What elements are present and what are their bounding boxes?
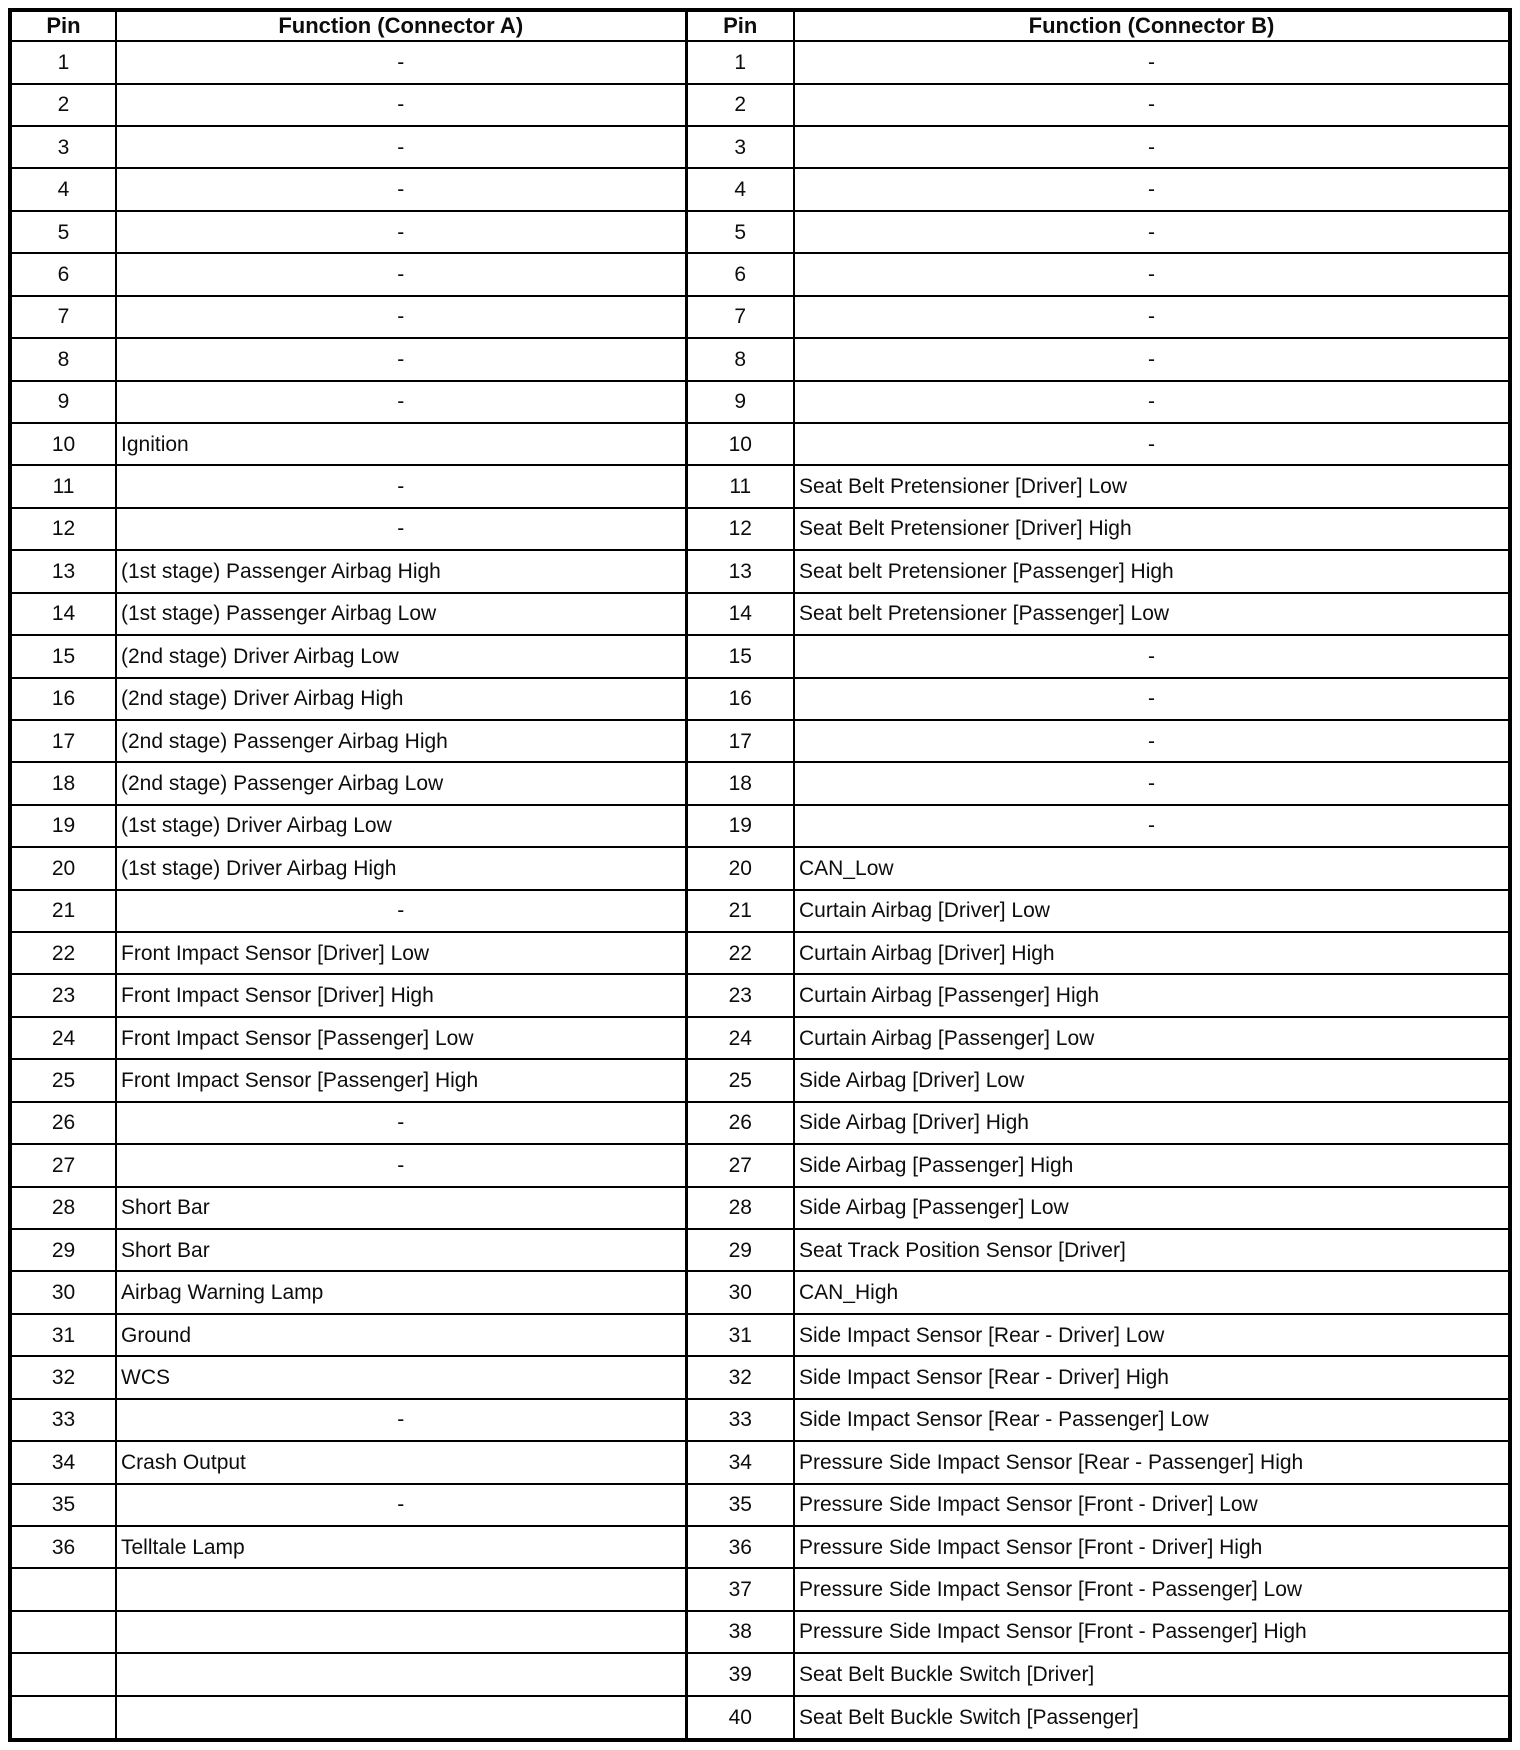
function-a-cell: - [116,508,686,550]
function-a-cell: (1st stage) Driver Airbag High [116,847,686,889]
function-b-cell: - [794,168,1510,210]
function-a-cell: Crash Output [116,1441,686,1483]
pin-a-cell: 1 [10,41,116,83]
pin-a-cell: 36 [10,1526,116,1568]
pin-b-cell: 35 [686,1484,794,1526]
function-b-cell: - [794,805,1510,847]
function-a-cell: Front Impact Sensor [Driver] Low [116,932,686,974]
pin-b-cell: 6 [686,253,794,295]
function-b-cell: Side Impact Sensor [Rear - Driver] Low [794,1314,1510,1356]
table-row [10,762,1510,804]
table-row [10,1059,1510,1101]
function-a-cell: - [116,41,686,83]
header-function-a: Function (Connector A) [116,10,686,41]
pin-a-cell [10,1568,116,1610]
pin-a-cell: 19 [10,805,116,847]
pin-b-cell: 37 [686,1568,794,1610]
pin-a-cell: 29 [10,1229,116,1271]
function-b-cell: - [794,338,1510,380]
function-b-cell: Pressure Side Impact Sensor [Front - Driver] Low [794,1484,1510,1526]
pin-a-cell [10,1696,116,1740]
table-row [10,1696,1510,1740]
pin-b-cell: 9 [686,381,794,423]
function-b-cell: - [794,253,1510,295]
function-b-cell: Seat Belt Pretensioner [Driver] Low [794,465,1510,507]
table-row [10,168,1510,210]
function-b-cell: - [794,84,1510,126]
pin-b-cell: 23 [686,974,794,1016]
function-a-cell: WCS [116,1356,686,1398]
header-pin-b: Pin [686,10,794,41]
function-a-cell: Front Impact Sensor [Passenger] High [116,1059,686,1101]
pinout-table [8,8,1512,1742]
function-a-cell: - [116,1144,686,1186]
pin-b-cell: 7 [686,296,794,338]
pin-b-cell: 13 [686,550,794,592]
function-a-cell: Ground [116,1314,686,1356]
pin-a-cell: 22 [10,932,116,974]
pin-b-cell: 30 [686,1271,794,1313]
function-b-cell: Curtain Airbag [Driver] High [794,932,1510,974]
pin-a-cell: 2 [10,84,116,126]
pin-a-cell: 7 [10,296,116,338]
function-a-cell: (1st stage) Driver Airbag Low [116,805,686,847]
pin-a-cell [10,1653,116,1695]
function-a-cell: - [116,168,686,210]
table-row [10,126,1510,168]
pin-a-cell: 35 [10,1484,116,1526]
function-b-cell: Pressure Side Impact Sensor [Front - Driver] High [794,1526,1510,1568]
function-a-cell: - [116,381,686,423]
table-row [10,1441,1510,1483]
pin-b-cell: 21 [686,890,794,932]
pin-a-cell: 20 [10,847,116,889]
function-a-cell: Telltale Lamp [116,1526,686,1568]
function-a-cell: (2nd stage) Driver Airbag Low [116,635,686,677]
pin-b-cell: 33 [686,1399,794,1441]
function-b-cell: Side Airbag [Driver] High [794,1102,1510,1144]
function-b-cell: CAN_High [794,1271,1510,1313]
pin-b-cell: 1 [686,41,794,83]
pin-b-cell: 17 [686,720,794,762]
pin-a-cell: 6 [10,253,116,295]
pin-a-cell: 21 [10,890,116,932]
function-b-cell: Curtain Airbag [Driver] Low [794,890,1510,932]
pin-b-cell: 26 [686,1102,794,1144]
table-row [10,508,1510,550]
function-b-cell: Side Impact Sensor [Rear - Driver] High [794,1356,1510,1398]
table-row [10,1484,1510,1526]
table-row [10,1271,1510,1313]
table-row [10,1102,1510,1144]
function-a-cell [116,1653,686,1695]
table-row [10,1611,1510,1653]
function-a-cell [116,1696,686,1740]
table-row [10,1187,1510,1229]
pin-a-cell: 15 [10,635,116,677]
pin-b-cell: 10 [686,423,794,465]
pin-b-cell: 15 [686,635,794,677]
table-row [10,1526,1510,1568]
pin-b-cell: 22 [686,932,794,974]
pin-a-cell: 17 [10,720,116,762]
function-b-cell: Pressure Side Impact Sensor [Front - Passenger] High [794,1611,1510,1653]
pin-b-cell: 36 [686,1526,794,1568]
header-pin-a: Pin [10,10,116,41]
function-a-cell: - [116,1484,686,1526]
function-a-cell [116,1568,686,1610]
function-b-cell: - [794,41,1510,83]
table-row [10,1229,1510,1271]
table-row [10,932,1510,974]
pin-b-cell: 11 [686,465,794,507]
pin-a-cell: 12 [10,508,116,550]
pin-a-cell: 3 [10,126,116,168]
function-b-cell: - [794,211,1510,253]
table-row [10,253,1510,295]
table-row [10,593,1510,635]
function-b-cell: Side Airbag [Driver] Low [794,1059,1510,1101]
function-b-cell: Curtain Airbag [Passenger] Low [794,1017,1510,1059]
pin-a-cell: 8 [10,338,116,380]
pin-a-cell: 27 [10,1144,116,1186]
pin-a-cell: 30 [10,1271,116,1313]
table-row [10,974,1510,1016]
pin-a-cell: 28 [10,1187,116,1229]
table-row [10,550,1510,592]
pin-b-cell: 25 [686,1059,794,1101]
pin-b-cell: 12 [686,508,794,550]
pin-a-cell: 10 [10,423,116,465]
pin-b-cell: 5 [686,211,794,253]
pin-a-cell: 13 [10,550,116,592]
table-row [10,1653,1510,1695]
function-b-cell: - [794,126,1510,168]
function-a-cell: (2nd stage) Passenger Airbag Low [116,762,686,804]
pin-a-cell: 34 [10,1441,116,1483]
table-row [10,678,1510,720]
function-b-cell: - [794,678,1510,720]
function-a-cell: - [116,296,686,338]
pin-b-cell: 19 [686,805,794,847]
function-b-cell: Seat Belt Pretensioner [Driver] High [794,508,1510,550]
function-a-cell: Airbag Warning Lamp [116,1271,686,1313]
table-row [10,1399,1510,1441]
table-row [10,1144,1510,1186]
function-a-cell: Front Impact Sensor [Driver] High [116,974,686,1016]
table-row [10,296,1510,338]
function-a-cell: - [116,84,686,126]
function-b-cell: - [794,762,1510,804]
table-row [10,381,1510,423]
pin-b-cell: 14 [686,593,794,635]
pin-a-cell: 31 [10,1314,116,1356]
pin-b-cell: 2 [686,84,794,126]
function-a-cell: - [116,253,686,295]
pin-b-cell: 31 [686,1314,794,1356]
header-row [10,10,1510,41]
table-row [10,423,1510,465]
pin-a-cell: 9 [10,381,116,423]
table-row [10,1314,1510,1356]
function-a-cell: (1st stage) Passenger Airbag High [116,550,686,592]
function-b-cell: Seat belt Pretensioner [Passenger] Low [794,593,1510,635]
function-a-cell: (2nd stage) Driver Airbag High [116,678,686,720]
function-b-cell: Pressure Side Impact Sensor [Rear - Passenger] High [794,1441,1510,1483]
pin-a-cell [10,1611,116,1653]
function-b-cell: - [794,635,1510,677]
function-a-cell: - [116,1399,686,1441]
function-a-cell: Short Bar [116,1229,686,1271]
pin-a-cell: 16 [10,678,116,720]
function-b-cell: - [794,296,1510,338]
table-row [10,720,1510,762]
function-a-cell: - [116,890,686,932]
table-row [10,84,1510,126]
pin-b-cell: 40 [686,1696,794,1740]
pin-b-cell: 16 [686,678,794,720]
pin-a-cell: 26 [10,1102,116,1144]
function-a-cell: Front Impact Sensor [Passenger] Low [116,1017,686,1059]
pin-a-cell: 25 [10,1059,116,1101]
function-a-cell: - [116,465,686,507]
pin-a-cell: 5 [10,211,116,253]
function-b-cell: Side Airbag [Passenger] Low [794,1187,1510,1229]
pin-b-cell: 8 [686,338,794,380]
table-row [10,41,1510,83]
pin-b-cell: 28 [686,1187,794,1229]
table-row [10,635,1510,677]
pin-b-cell: 4 [686,168,794,210]
function-a-cell [116,1611,686,1653]
function-b-cell: Pressure Side Impact Sensor [Front - Passenger] Low [794,1568,1510,1610]
function-a-cell: - [116,338,686,380]
function-b-cell: Seat Track Position Sensor [Driver] [794,1229,1510,1271]
function-a-cell: - [116,1102,686,1144]
function-a-cell: Ignition [116,423,686,465]
function-a-cell: (1st stage) Passenger Airbag Low [116,593,686,635]
function-b-cell: - [794,381,1510,423]
pin-b-cell: 27 [686,1144,794,1186]
table-row [10,847,1510,889]
pin-b-cell: 3 [686,126,794,168]
pin-b-cell: 18 [686,762,794,804]
pin-b-cell: 39 [686,1653,794,1695]
header-function-b: Function (Connector B) [794,10,1510,41]
pin-b-cell: 32 [686,1356,794,1398]
pin-b-cell: 20 [686,847,794,889]
function-a-cell: - [116,211,686,253]
pin-a-cell: 33 [10,1399,116,1441]
table-row [10,1017,1510,1059]
function-a-cell: (2nd stage) Passenger Airbag High [116,720,686,762]
pin-b-cell: 34 [686,1441,794,1483]
function-b-cell: Seat Belt Buckle Switch [Passenger] [794,1696,1510,1740]
pin-a-cell: 4 [10,168,116,210]
function-b-cell: - [794,720,1510,762]
pin-b-cell: 29 [686,1229,794,1271]
function-b-cell: Seat Belt Buckle Switch [Driver] [794,1653,1510,1695]
table-row [10,465,1510,507]
function-b-cell: Curtain Airbag [Passenger] High [794,974,1510,1016]
function-b-cell: Side Airbag [Passenger] High [794,1144,1510,1186]
table-row [10,1356,1510,1398]
table-row [10,890,1510,932]
function-b-cell: CAN_Low [794,847,1510,889]
function-b-cell: Seat belt Pretensioner [Passenger] High [794,550,1510,592]
table-row [10,338,1510,380]
table-row [10,805,1510,847]
pin-a-cell: 11 [10,465,116,507]
function-b-cell: - [794,423,1510,465]
pin-b-cell: 38 [686,1611,794,1653]
function-a-cell: Short Bar [116,1187,686,1229]
pin-a-cell: 18 [10,762,116,804]
table-row [10,211,1510,253]
function-a-cell: - [116,126,686,168]
pin-a-cell: 32 [10,1356,116,1398]
pin-a-cell: 14 [10,593,116,635]
pin-a-cell: 24 [10,1017,116,1059]
table-row [10,1568,1510,1610]
pin-b-cell: 24 [686,1017,794,1059]
pin-a-cell: 23 [10,974,116,1016]
function-b-cell: Side Impact Sensor [Rear - Passenger] Low [794,1399,1510,1441]
